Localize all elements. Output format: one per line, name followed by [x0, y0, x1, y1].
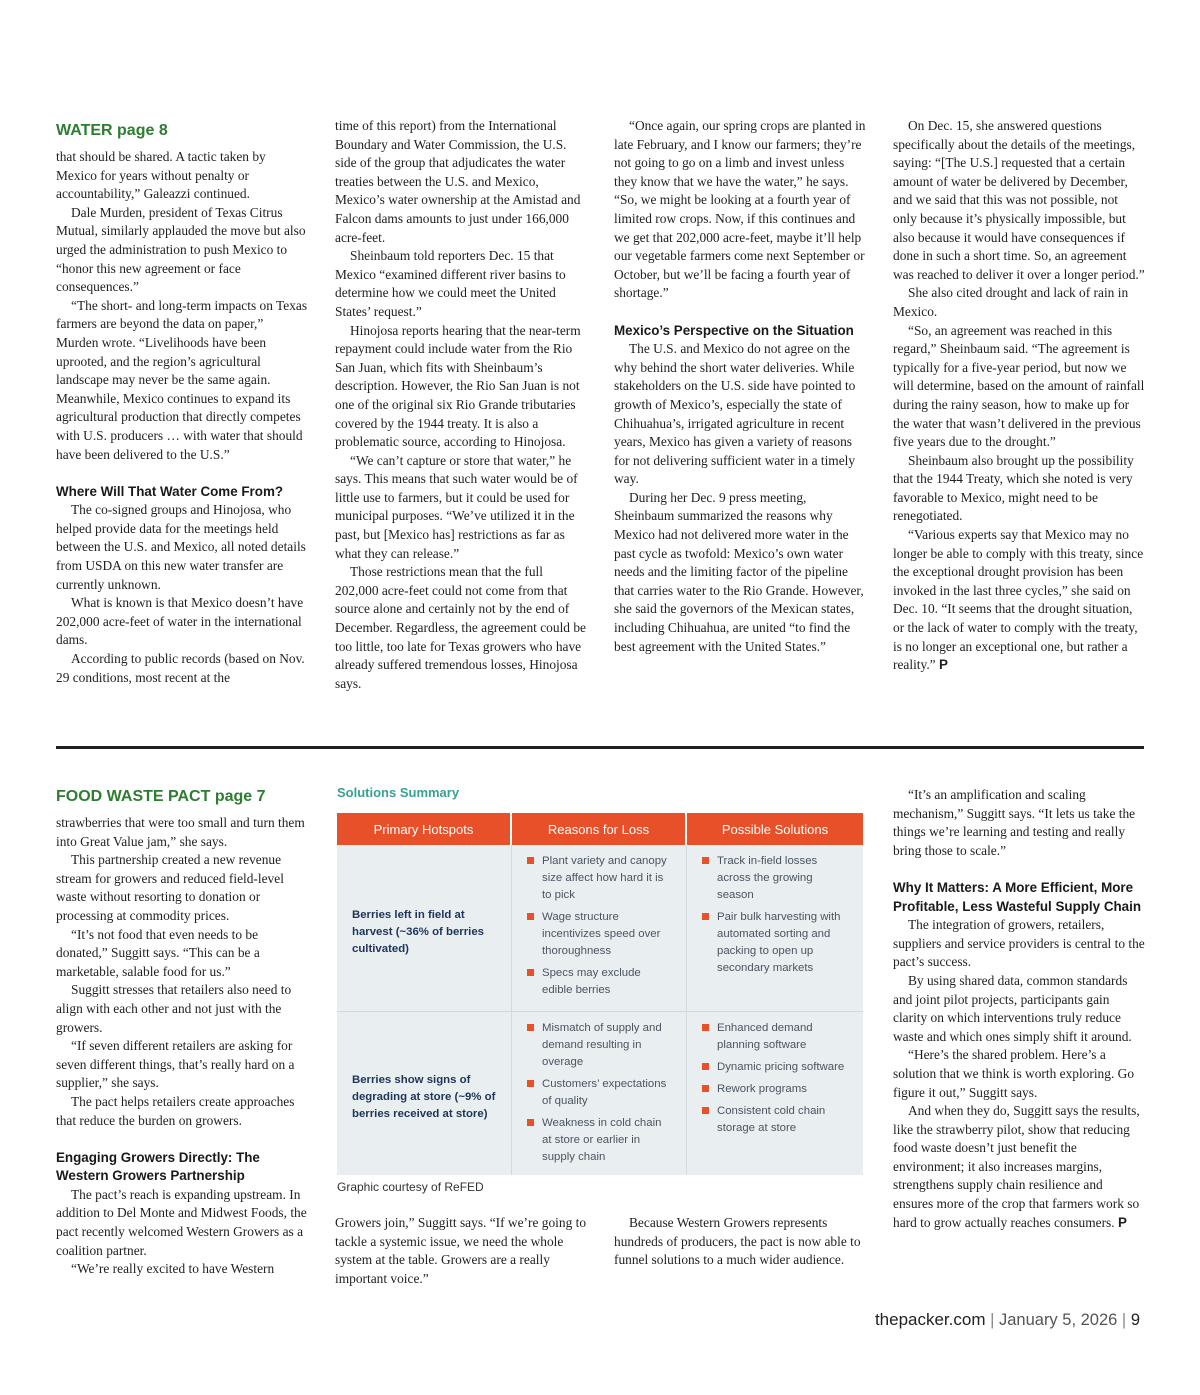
- reason-item: Plant variety and canopy size affect how hard it is to pick: [526, 853, 674, 904]
- page-footer: [875, 1310, 1140, 1330]
- foodwaste-col1-paragraph: This partnership created a new revenue stream for growers and reduced field-level waste without resorting to donation or processing at commodity prices.: [56, 852, 284, 923]
- foodwaste-col1-paragraph: “If seven different retailers are asking for seven different things, that’s really hard on a supplier,” she says.: [56, 1038, 295, 1091]
- foodwaste-column-1: [56, 786, 308, 1279]
- foodwaste-subhead-why: Why It Matters: A More Efficient, More Profitable, Less Wasteful Supply Chain: [893, 879, 1142, 914]
- table-row: [337, 1012, 863, 1175]
- footer-issue-date: January 5, 2026: [998, 1311, 1118, 1329]
- foodwaste-column-3-tail: [614, 1214, 866, 1270]
- foodwaste-jump-kicker: FOOD WASTE PACT page 7: [56, 788, 266, 805]
- water-col2-paragraph: time of this report) from the International Boundary and Water Commission, the U.S. side of the group that adjudicates the water treaties between the U.S. and Mexico, Mexico’s water ownership at the Amistad and Falcon dams amounts to just under 166,000 acre-feet.: [335, 118, 581, 245]
- footer-separator: |: [1121, 1311, 1127, 1329]
- foodwaste-col4-paragraph: The integration of growers, retailers, suppliers and service providers is central to the pact’s success.: [893, 917, 1145, 970]
- water-col4-paragraph: On Dec. 15, she answered questions specifically about the details of the meetings, saying: “[The U.S.] requested that a certain amount of water be delivered by December, and we said that this was not possible, not only because it’s physically impossible, but also because it would have consequences if done in such a short time. So, an agreement was reached to deliver it over a longer period.”: [893, 118, 1145, 282]
- reasons-cell: [512, 1012, 687, 1175]
- water-column-2: [335, 117, 587, 693]
- water-col4-last-text: “Various experts say that Mexico may no longer be able to comply with this treaty, since the exceptional drought provision has been invoked in the last three cycles,” she said on Dec. 10. “It seems that the drought situation, or the lack of water to comply with the treaty, is no longer an exceptional one, but rather a reality.”: [893, 527, 1144, 673]
- reason-item: Customers’ expectations of quality: [526, 1076, 674, 1110]
- hotspot-cell: Berries show signs of degrading at store (~9% of berries received at store): [337, 1012, 512, 1175]
- water-col1-paragraph: that should be shared. A tactic taken by Mexico for years without penalty or accountability,” Galeazzi continued.: [56, 149, 266, 202]
- end-mark: P: [938, 657, 948, 673]
- water-col1-paragraph: According to public records (based on Nov. 29 conditions, most recent at the: [56, 651, 305, 685]
- solution-item: Consistent cold chain storage at store: [701, 1103, 851, 1137]
- water-col1-paragraph: “The short- and long-term impacts on Texas farmers are beyond the data on paper,” Murden wrote. “Livelihoods have been uprooted, and the region’s agricultural landscape may never be the same again. Meanwhile, Mexico continues to expand its agricultural production that directly competes with U.S. producers … with water that should have been delivered to the U.S.”: [56, 297, 308, 462]
- reasons-cell: [512, 845, 687, 1011]
- water-subhead-mexico: Mexico’s Perspective on the Situation: [614, 322, 854, 338]
- table-header-cell: Possible Solutions: [687, 813, 863, 845]
- table-header-cell: Primary Hotspots: [337, 813, 512, 845]
- foodwaste-col1-paragraph: “We’re really excited to have Western: [71, 1261, 275, 1277]
- solution-item: Dynamic pricing software: [701, 1059, 851, 1076]
- foodwaste-col1-paragraph: “It’s not food that even needs to be donated,” Suggitt says. “This can be a marketable, salable food for us.”: [56, 926, 260, 979]
- footer-separator: |: [990, 1311, 995, 1329]
- water-column-3: [614, 117, 866, 656]
- foodwaste-subhead-engaging: Engaging Growers Directly: The Western Growers Partnership: [56, 1149, 260, 1184]
- water-col4-paragraph: “So, an agreement was reached in this regard,” Sheinbaum said. “The agreement is typically for a five-year period, but now we will determine, based on the amount of rainfall during the rainy season, how to make up for the water that wasn’t delivered in the previous five years due to the drought.”: [893, 322, 1145, 450]
- water-col2-paragraph: “We can’t capture or store that water,” he says. This means that such water would be of little use to farmers, but it could be used for municipal purposes. “We’ve utilized it in the past, but [Mexico has] restrictions as far as what they can release.”: [335, 452, 578, 561]
- solutions-cell: [687, 1012, 863, 1175]
- foodwaste-col1-paragraph: Suggitt stresses that retailers also need to align with each other and not just with the growers.: [56, 982, 292, 1035]
- water-col3-paragraph: The U.S. and Mexico do not agree on the why behind the short water deliveries. While stakeholders on the U.S. side have pointed to growth of Mexico’s, especially the state of Chihuahua’s, irrigated agriculture in recent years, Mexico has given a variety of reasons for not delivering sufficient water in a timely way.: [614, 341, 856, 487]
- foodwaste-col4-paragraph: By using shared data, common standards and joint pilot projects, participants gain clarity on which interventions truly reduce waste and which ones simply shift it around.: [893, 972, 1132, 1044]
- water-col4-paragraph: [893, 526, 1145, 675]
- foodwaste-col4-paragraph: “It’s an amplification and scaling mechanism,” Suggitt says. “It lets us take the things we’re learning and testing and really bring those to scale.”: [893, 787, 1136, 858]
- foodwaste-col4-paragraph: [893, 1102, 1145, 1232]
- water-subhead-where: Where Will That Water Come From?: [56, 483, 284, 499]
- water-col2-paragraph: Hinojosa reports hearing that the near-term repayment could include water from the Rio San Juan, which fits with Sheinbaum’s description. However, the Rio San Juan is not one of the original six Rio Grande tributaries covered by the 1944 treaty. It is also a problematic source, according to Hinojosa.: [335, 322, 581, 450]
- water-col3-paragraph: “Once again, our spring crops are planted in late February, and I know our farmers; they’re not going to go on a limb and invest unless they know that we have the water,” he says. “So, we might be looking at a fourth year of limited row crops. Now, if this continues and we get that 202,000 acre-feet, maybe it’ll help our vegetable farmers come next September or October, but we’ll be facing a fourth year of shortage.”: [614, 118, 866, 301]
- water-column-4: [893, 117, 1145, 675]
- solution-item: Pair bulk harvesting with automated sorting and packing to open up secondary markets: [701, 909, 851, 977]
- reason-item: Specs may exclude edible berries: [526, 965, 674, 999]
- solutions-summary-title: Solutions Summary: [337, 785, 460, 800]
- table-header-cell: Reasons for Loss: [512, 813, 687, 845]
- water-col4-paragraph: She also cited drought and lack of rain in Mexico.: [893, 285, 1129, 319]
- foodwaste-col2-paragraph: Growers join,” Suggitt says. “If we’re going to tackle a systemic issue, we need the whole system at the table. Growers are a really important voice.”: [335, 1215, 587, 1286]
- foodwaste-col1-paragraph: The pact helps retailers create approaches that reduce the burden on growers.: [56, 1093, 295, 1128]
- table-row: [337, 845, 863, 1011]
- hotspot-cell: Berries left in field at harvest (~36% of berries cultivated): [337, 845, 512, 1011]
- water-col4-paragraph: Sheinbaum also brought up the possibility that the 1944 Treaty, which she noted is very favorable to Mexico, might need to be renegotiated.: [893, 452, 1134, 524]
- graphic-credit: Graphic courtesy of ReFED: [337, 1180, 484, 1194]
- water-col2-paragraph: Sheinbaum told reporters Dec. 15 that Mexico “examined different river basins to determine how we could meet the United States’ request.”: [335, 248, 566, 319]
- water-col1-paragraph: Dale Murden, president of Texas Citrus Mutual, similarly applauded the move but also urged the administration to push Mexico to “honor this new agreement or face consequences.”: [56, 204, 306, 295]
- reason-item: Weakness in cold chain at store or earlier in supply chain: [526, 1115, 674, 1166]
- footer-page-number: 9: [1130, 1311, 1140, 1329]
- solutions-summary-table: [337, 813, 863, 1175]
- solution-item: Track in-field losses across the growing season: [701, 853, 851, 904]
- reason-item: Wage structure incentivizes speed over thoroughness: [526, 909, 674, 960]
- foodwaste-col4-last-text: And when they do, Suggitt says the results, like the strawberry pilot, show that reducing food waste doesn’t just benefit the environment; it also increases margins, strengthens supply chain resilience and ensures more of the crop that farmers work so hard to grow actually reaches consumers.: [893, 1103, 1140, 1230]
- water-col2-paragraph: Those restrictions mean that the full 202,000 acre-feet could not come from that source alone and certainly not by the end of December. Regardless, the agreement could be too little, too late for Texas growers who have already suffered tremendous losses, Hinojosa says.: [335, 564, 586, 691]
- water-col3-paragraph: During her Dec. 9 press meeting, Sheinbaum summarized the reasons why Mexico had not delivered more water in the past cycle as twofold: Mexico’s own water needs and the limiting factor of the pipeline that carries water to the Rio Grande. However, she said the governors of the Mexican states, including Chihuahua, are united “to find the best agreement with the United States.”: [614, 489, 864, 654]
- footer-site-link[interactable]: thepacker.com: [874, 1310, 986, 1329]
- water-col1-paragraph: What is known is that Mexico doesn’t have 202,000 acre-feet of water in the international dams.: [56, 595, 304, 648]
- foodwaste-col4-paragraph: “Here’s the shared problem. Here’s a solution that we think is worth exploring. Go figure it out,” Suggitt says.: [893, 1047, 1135, 1100]
- section-divider: [56, 746, 1144, 749]
- table-header-row: [337, 813, 863, 845]
- solutions-cell: [687, 845, 863, 1011]
- end-mark: P: [1117, 1214, 1127, 1230]
- foodwaste-col1-paragraph: The pact’s reach is expanding upstream. In addition to Del Monte and Midwest Foods, the pact recently welcomed Western Growers as a coalition partner.: [56, 1186, 307, 1258]
- foodwaste-col1-paragraph: strawberries that were too small and turn them into Great Value jam,” she says.: [56, 815, 305, 849]
- foodwaste-column-2-tail: [335, 1214, 587, 1288]
- reason-item: Mismatch of supply and demand resulting in overage: [526, 1020, 674, 1071]
- solution-item: Enhanced demand planning software: [701, 1020, 851, 1054]
- water-col1-paragraph: The co-signed groups and Hinojosa, who helped provide data for the meetings held between the U.S. and Mexico, all noted details from USDA on this new water transfer are currently unknown.: [56, 502, 306, 592]
- solution-item: Rework programs: [701, 1081, 851, 1098]
- foodwaste-col3-paragraph: Because Western Growers represents hundreds of producers, the pact is now able to funnel solutions to a much wider audience.: [614, 1215, 861, 1268]
- water-jump-kicker: WATER page 8: [56, 122, 168, 139]
- foodwaste-column-4: [893, 786, 1145, 1232]
- water-column-1: [56, 120, 308, 687]
